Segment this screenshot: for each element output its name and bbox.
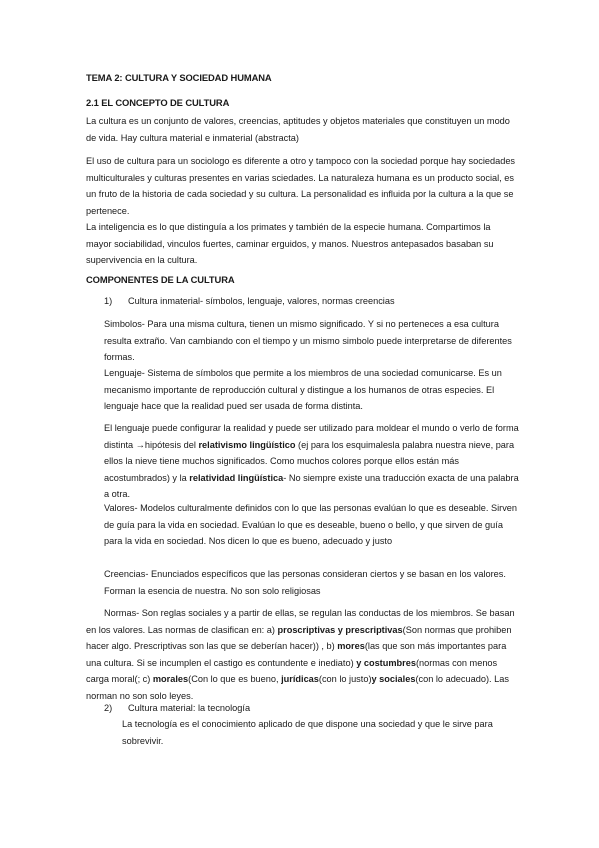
section-heading-componentes: COMPONENTES DE LA CULTURA <box>86 274 235 285</box>
paragraph-lenguaje: Lenguaje- Sistema de símbolos que permite a los miembros de una sociedad comunicarse. Es un mecanismo importante de reproducción cultural y distingue a los humanos de otras especies. El lenguaje hace que la realidad pued ser usada de forma distinta. <box>104 368 502 411</box>
section-heading-concepto: 2.1 EL CONCEPTO DE CULTURA <box>86 97 230 108</box>
paragraph-relativismo <box>104 420 520 503</box>
bold-term-morales: morales <box>152 674 189 684</box>
paragraph-tecnologia: La tecnología es el conocimiento aplicado de que dispone una sociedad y que le sirve para sobrevivir. <box>122 719 493 746</box>
bold-term-juridicas: jurídicas <box>281 674 319 684</box>
bold-term-mores: mores <box>337 641 365 651</box>
bold-term-costumbres: y costumbres <box>356 657 416 668</box>
paragraph-uso-cultura: El uso de cultura para un sociologo es diferente a otro y tampoco con la sociedad porque hay sociedades multiculturales y culturas presentes en varias sciedades. La naturaleza humana es un producto social, es un fruto de la historia de cada sociedad y su cultura. La personalidad es influida por la cultura a la que se pertenece. <box>86 156 516 216</box>
text-run: - No siempre existe una traducción exacta de una palabra a otra. <box>104 472 519 499</box>
text-run: Normas- Son reglas sociales y a partir de ellas, se regulan las conductas de los miembros. Se basan en los valores. Las normas de clasifican en: a) <box>86 608 515 635</box>
list-item-cultura-material <box>104 700 250 717</box>
doc-title: TEMA 2: CULTURA Y SOCIEDAD HUMANA <box>86 72 272 83</box>
text-run: (Son normas que prohiben hacer algo. Prescriptivas son las que se deberían hacer)) , b) <box>86 624 512 651</box>
text-run: (ej para los esquimalesla palabra nuestra nieve, para ellos la nieve tiene muchos significados. Como muchos colores porque ellos están más acostumbrados) y la <box>104 439 515 483</box>
paragraph-creencias: Creencias- Enunciados específicos que las personas consideran ciertos y se basan en los valores. Forman la esencia de nuestra. No son solo religiosas <box>104 569 506 596</box>
bold-term-relatividad: relatividad lingüística <box>189 472 284 483</box>
list-item-cultura-inmaterial <box>104 293 395 310</box>
list-number: 2) <box>104 703 113 713</box>
text-run: El lenguaje puede configurar la realidad y puede ser utilizado para moldear el mundo o verlo de forma distinta →hipótesis del <box>104 423 519 450</box>
paragraph-simbolos: Simbolos- Para una misma cultura, tienen un mismo significado. Y si no perteneces a esa cultura resulta extraño. Van cambiando con el tiempo y un mismo simbolo puede interpretarse de diferentes formas. <box>104 319 512 362</box>
paragraph-normas <box>86 605 520 704</box>
bold-term-relativismo: relativismo lingüístico <box>198 439 296 450</box>
text-run: (las que son más importantes para una cultura. Si se incumplen el castigo es contundente e inediato) <box>86 641 507 668</box>
list-item-label: Cultura material: la tecnología <box>128 703 251 713</box>
text-run: (normas con menos carga moral(; c) <box>86 657 498 684</box>
text-run: (con lo adecuado). Las norman no son solo leyes. <box>86 674 509 701</box>
bold-term-proscriptivas: proscriptivas y prescriptivas <box>277 624 403 635</box>
text-run: (Con lo que es bueno, <box>188 674 282 684</box>
bold-term-sociales: y sociales <box>371 674 416 684</box>
list-number: 1) <box>104 296 113 306</box>
paragraph-valores: Valores- Modelos culturalmente definidos con lo que las personas evalúan lo que es deseable. Sirven de guía para la vida en sociedad. Evalúan lo que es deseable, bueno o bello, y que sirven de guía para la vida en sociedad. Nos dicen lo que es bueno, adecuado y justo <box>104 503 518 546</box>
text-run: (con lo justo) <box>318 674 372 684</box>
paragraph-inteligencia: La inteligencia es lo que distinguía a los primates y también de la especie humana. Compartimos la mayor sociabilidad, vinculos fuertes, caminar erguidos, y manos. Nuestros antepasados basaban su supervivencia en la cultura. <box>86 222 494 265</box>
list-item-label: Cultura inmaterial- símbolos, lenguaje, valores, normas creencias <box>128 296 395 306</box>
paragraph-definicion: La cultura es un conjunto de valores, creencias, aptitudes y objetos materiales que constituyen un modo de vida. Hay cultura material e inmaterial (abstracta) <box>86 116 510 143</box>
